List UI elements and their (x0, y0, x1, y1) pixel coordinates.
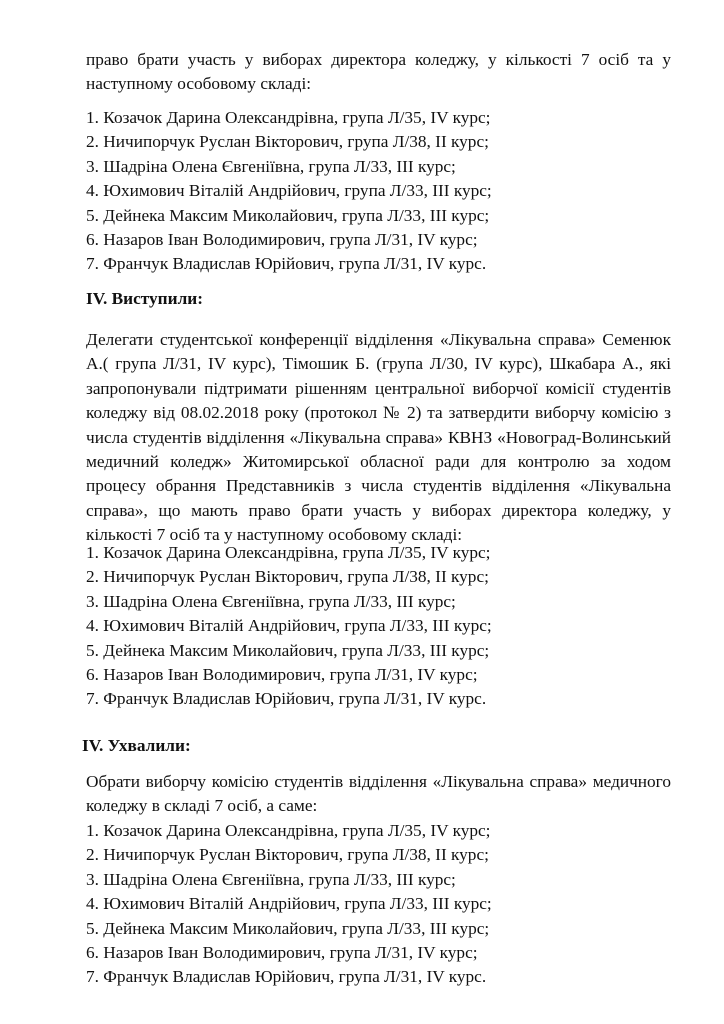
list-item: 2. Ничипорчук Руслан Вікторович, група Л/38, II курс; (86, 845, 489, 865)
spoke-paragraph (86, 328, 671, 548)
list-item: 3. Шадріна Олена Євгеніївна, група Л/33, III курс; (86, 156, 456, 176)
paragraph-line: коледжу в складі 7 осіб, а саме: (86, 796, 318, 816)
list-item: 6. Назаров Іван Володимирович, група Л/31, IV курс; (86, 229, 478, 249)
paragraph-line: справа», що мають право брати участь у виборах директора коледжу, у (86, 500, 671, 520)
member-list-2 (86, 541, 492, 712)
list-item: 7. Франчук Владислав Юрійович, група Л/31, IV курс. (86, 254, 487, 274)
paragraph-line: А.( група Л/31, IV курс), Тімошик Б. (група Л/30, IV курс), Шкабара А., які (86, 354, 671, 374)
list-item: 7. Франчук Владислав Юрійович, група Л/31, IV курс. (86, 689, 487, 709)
paragraph-line: Обрати виборчу комісію студентів відділення «Лікувальна справа» медичного (86, 772, 671, 791)
section-heading-resolved: IV. Ухвалили: (82, 736, 191, 755)
list-item: 4. Юхимович Віталій Андрійович, група Л/33, III курс; (86, 181, 492, 201)
list-item: 6. Назаров Іван Володимирович, група Л/31, IV курс; (86, 942, 478, 962)
paragraph-line: запропонували підтримати рішенням центральної виборчої комісії студентів (86, 378, 671, 398)
member-list-1 (86, 106, 492, 277)
list-item: 7. Франчук Владислав Юрійович, група Л/31, IV курс. (86, 967, 487, 987)
list-item: 2. Ничипорчук Руслан Вікторович, група Л/38, II курс; (86, 132, 489, 152)
list-item: 6. Назаров Іван Володимирович, група Л/31, IV курс; (86, 664, 478, 684)
list-item: 3. Шадріна Олена Євгеніївна, група Л/33, III курс; (86, 591, 456, 611)
list-item: 5. Дейнека Максим Миколайович, група Л/33, III курс; (86, 640, 490, 660)
paragraph-line: наступному особовому складі: (86, 74, 312, 94)
resolved-paragraph (86, 770, 671, 819)
list-item: 1. Козачок Дарина Олександрівна, група Л/35, IV курс; (86, 108, 491, 127)
paragraph-line: числа студентів відділення «Лікувальна справа» КВНЗ «Новоград-Волинський (86, 427, 671, 447)
list-item: 4. Юхимович Віталій Андрійович, група Л/33, III курс; (86, 616, 492, 636)
paragraph-line: медичний коледж» Житомирської обласної ради для контролю за ходом (86, 451, 671, 471)
list-item: 5. Дейнека Максим Миколайович, група Л/33, III курс; (86, 205, 490, 225)
paragraph-line: процесу обрання Представників з числа студентів відділення «Лікувальна (86, 476, 671, 496)
paragraph-line: коледжу від 08.02.2018 року (протокол № 2) та затвердити виборчу комісію з (86, 403, 671, 423)
member-list-3 (86, 819, 492, 990)
list-item: 3. Шадріна Олена Євгеніївна, група Л/33, III курс; (86, 869, 456, 889)
list-item: 2. Ничипорчук Руслан Вікторович, група Л/38, II курс; (86, 567, 489, 587)
intro-paragraph (86, 48, 671, 97)
paragraph-line: Делегати студентської конференції відділення «Лікувальна справа» Семенюк (86, 330, 671, 349)
list-item: 1. Козачок Дарина Олександрівна, група Л/35, IV курс; (86, 821, 491, 840)
section-heading-spoke: IV. Виступили: (86, 289, 203, 308)
paragraph-line: право брати участь у виборах директора коледжу, у кількості 7 осіб та у (86, 50, 671, 69)
list-item: 4. Юхимович Віталій Андрійович, група Л/33, III курс; (86, 894, 492, 914)
paragraph-line: кількості 7 осіб та у наступному особовому складі: (86, 525, 463, 545)
list-item: 5. Дейнека Максим Миколайович, група Л/33, III курс; (86, 918, 490, 938)
list-item: 1. Козачок Дарина Олександрівна, група Л/35, IV курс; (86, 543, 491, 562)
